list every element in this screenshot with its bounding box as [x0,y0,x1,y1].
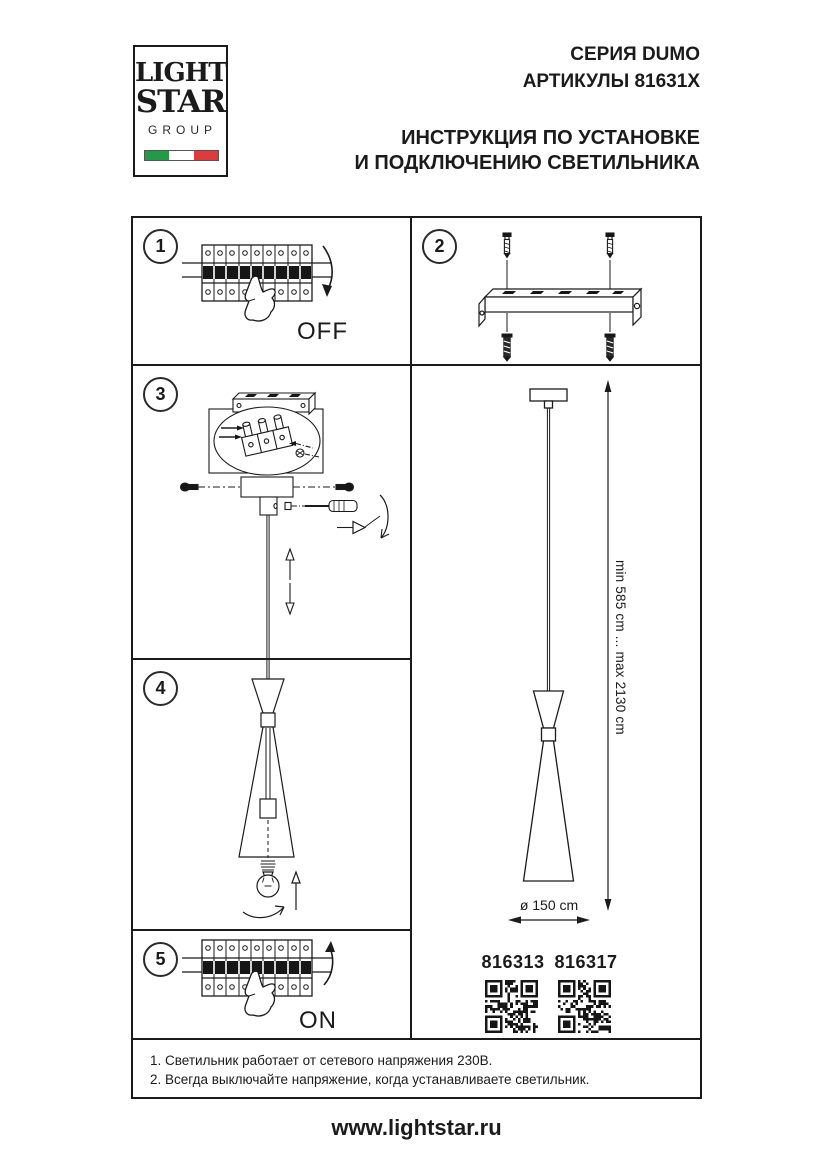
ceiling-bracket [479,289,641,326]
suspension-cord [547,408,549,691]
step-4-badge [143,671,178,706]
suspension-cord [267,515,269,658]
pendant-shade [524,691,574,881]
screwdriver-icon [285,501,357,512]
logo-word-group: GROUP [147,123,217,137]
height-dimension-arrow [605,380,612,911]
bulb-installation-diagram [133,660,410,929]
flag-green-stripe [145,151,169,160]
article-number-816313: 816313 [481,952,545,972]
note-line-2: 2. Всегда выключайте напряжение, когда устанавливаете светильник. [150,1072,590,1087]
step-5-panel [133,931,410,1038]
safety-notes [133,1040,700,1097]
off-label: OFF [297,318,348,345]
assembled-lamp-diagram [412,366,700,1038]
doc-title-line1: ИНСТРУКЦИЯ ПО УСТАНОВКЕ [401,127,700,149]
website-url: www.lightstar.ru [331,1115,502,1140]
italian-flag-icon [144,150,219,161]
diameter-label: ø 150 cm [519,897,579,913]
instruction-grid [131,216,702,1099]
ceiling-cap [530,389,567,401]
logo-word-star: STAR [135,84,226,120]
wiring-connection-diagram [133,366,410,658]
breaker-on-diagram [133,931,410,1038]
step-4-number: 4 [155,678,166,698]
qr-code-right [558,980,611,1033]
assembled-lamp-panel [412,366,700,1038]
step-1-panel [133,218,410,364]
step-1-badge [143,229,178,264]
step-2-panel [412,218,700,364]
lightstar-logo [133,45,228,177]
note-line-1: 1. Светильник работает от сетевого напряжения 230В. [150,1053,493,1068]
flag-red-stripe [194,151,218,160]
on-label: ON [299,1007,337,1034]
step-5-number: 5 [155,949,166,969]
height-range-label: min 585 cm ... max 2130 cm [613,560,628,735]
qr-code-left [485,980,538,1033]
step-2-number: 2 [434,236,445,256]
doc-title-line2: И ПОДКЛЮЧЕНИЮ СВЕТИЛЬНИКА [354,152,700,174]
step-5-badge [143,942,178,977]
step-3-badge [143,377,178,412]
bulb-icon [257,861,279,897]
canopy [241,477,293,497]
step-4-panel [133,660,410,929]
adjust-arrows [286,549,294,614]
diameter-dimension-arrow [508,916,590,923]
step-1-number: 1 [155,236,166,256]
logo-word-light: LIGHT [135,58,227,88]
articles-title: АРТИКУЛЫ 81631X [522,71,700,92]
step-3-panel [133,366,410,658]
flag-white-stripe [169,151,193,160]
series-title: СЕРИЯ DUMO [570,44,700,65]
step-3-number: 3 [155,384,166,404]
step-2-badge [422,229,457,264]
article-number-816317: 816317 [554,952,618,972]
pendant-shade [239,679,294,857]
